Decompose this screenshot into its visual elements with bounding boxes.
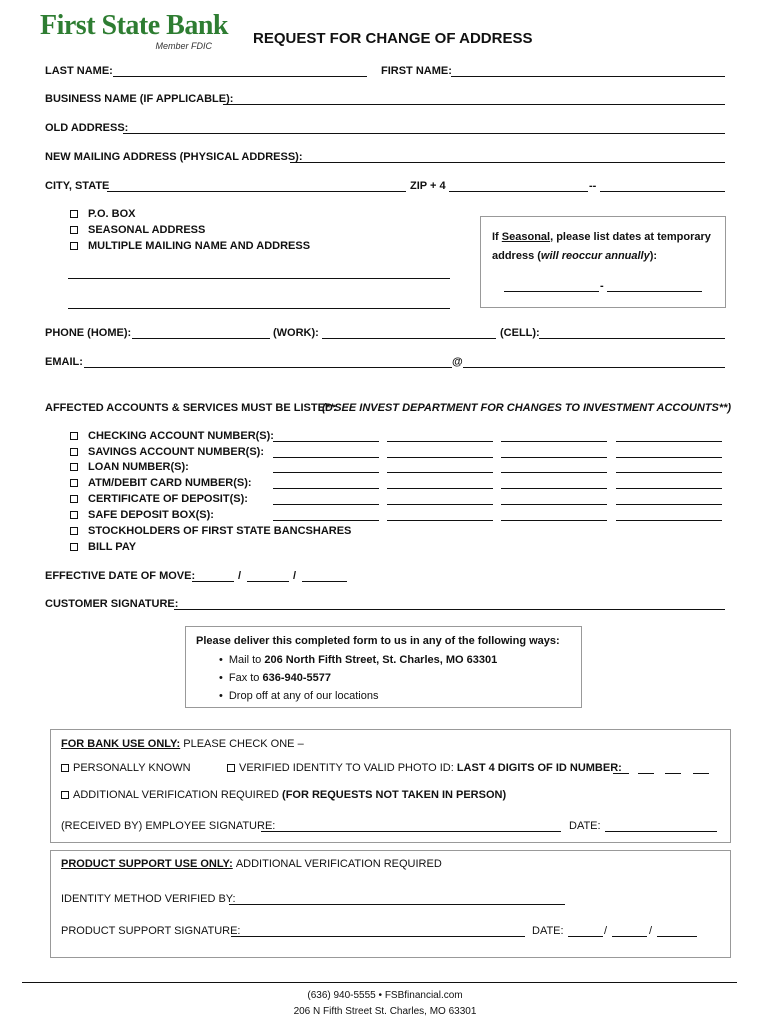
effective-day-field[interactable] xyxy=(247,581,289,582)
checkbox[interactable] xyxy=(70,511,78,519)
id-digit-1[interactable] xyxy=(613,773,629,774)
extra-address-line-1[interactable] xyxy=(68,278,450,279)
account-number-field[interactable] xyxy=(501,441,607,442)
option-label: SEASONAL ADDRESS xyxy=(88,224,206,236)
account-number-field[interactable] xyxy=(616,488,722,489)
old-address-label: OLD ADDRESS: xyxy=(45,122,129,134)
checkbox[interactable] xyxy=(227,764,235,772)
checkbox[interactable] xyxy=(70,495,78,503)
identity-method-field[interactable] xyxy=(229,904,565,905)
account-item-savings[interactable] xyxy=(70,446,264,458)
first-name-field[interactable] xyxy=(451,76,725,77)
account-label: ATM/DEBIT CARD NUMBER(S): xyxy=(88,477,252,489)
option-po-box[interactable] xyxy=(70,208,135,220)
ps-day-field[interactable] xyxy=(612,936,647,937)
option-additional-verification[interactable]: ADDITIONAL VERIFICATION REQUIRED (FOR REQUESTS NOT TAKEN IN PERSON) xyxy=(61,789,506,801)
seasonal-dash: - xyxy=(600,280,604,292)
email-user-field[interactable] xyxy=(84,367,452,368)
account-number-field[interactable] xyxy=(273,472,379,473)
zip-separator: -- xyxy=(589,180,597,192)
account-item-atm[interactable] xyxy=(70,477,252,489)
employee-signature-field[interactable] xyxy=(261,831,561,832)
account-label: STOCKHOLDERS OF FIRST STATE BANCSHARES xyxy=(88,525,352,537)
bank-use-box xyxy=(50,729,731,843)
option-label: MULTIPLE MAILING NAME AND ADDRESS xyxy=(88,240,311,252)
ps-month-field[interactable] xyxy=(568,936,603,937)
id-digit-3[interactable] xyxy=(665,773,681,774)
email-label: EMAIL: xyxy=(45,356,83,368)
account-number-field[interactable] xyxy=(616,457,722,458)
new-address-label: NEW MAILING ADDRESS (PHYSICAL ADDRESS): xyxy=(45,151,303,163)
footer-divider xyxy=(22,982,737,983)
member-fdic: Member FDIC xyxy=(155,41,212,51)
account-number-field[interactable] xyxy=(387,457,493,458)
checkbox[interactable] xyxy=(70,242,78,250)
phone-cell-field[interactable] xyxy=(539,338,725,339)
effective-year-field[interactable] xyxy=(302,581,347,582)
product-support-date-label: DATE: xyxy=(532,925,564,937)
account-number-field[interactable] xyxy=(273,504,379,505)
last-name-label: LAST NAME: xyxy=(45,65,113,77)
account-number-field[interactable] xyxy=(387,441,493,442)
account-label: SAFE DEPOSIT BOX(S): xyxy=(88,509,214,521)
account-number-field[interactable] xyxy=(501,488,607,489)
product-support-signature-field[interactable] xyxy=(231,936,525,937)
account-number-field[interactable] xyxy=(273,520,379,521)
city-state-label: CITY, STATE xyxy=(45,180,110,192)
account-item-cd[interactable] xyxy=(70,493,248,505)
phone-home-label: PHONE (HOME): xyxy=(45,327,132,339)
delivery-drop: • Drop off at any of our locations xyxy=(219,690,378,702)
checkbox[interactable] xyxy=(70,448,78,456)
phone-work-label: (WORK): xyxy=(273,327,319,339)
id-digit-4[interactable] xyxy=(693,773,709,774)
account-number-field[interactable] xyxy=(387,472,493,473)
account-label: CERTIFICATE OF DEPOSIT(S): xyxy=(88,493,248,505)
phone-cell-label: (CELL): xyxy=(500,327,540,339)
bank-use-heading: FOR BANK USE ONLY: PLEASE CHECK ONE – xyxy=(61,738,304,750)
checkbox[interactable] xyxy=(61,791,69,799)
delivery-fax: • Fax to 636-940-5577 xyxy=(219,672,331,684)
old-address-field[interactable] xyxy=(123,133,725,134)
seasonal-line-1: If Seasonal, please list dates at temporary xyxy=(492,231,711,243)
option-seasonal[interactable] xyxy=(70,224,205,236)
account-number-field[interactable] xyxy=(387,504,493,505)
checkbox[interactable] xyxy=(70,527,78,535)
checkbox[interactable] xyxy=(70,463,78,471)
seasonal-line-2: address (will reoccur annually): xyxy=(492,250,658,262)
account-number-field[interactable] xyxy=(387,488,493,489)
option-multiple[interactable] xyxy=(70,240,310,252)
identity-method-label: IDENTITY METHOD VERIFIED BY: xyxy=(61,893,236,905)
product-support-box xyxy=(50,850,731,958)
account-number-field[interactable] xyxy=(273,488,379,489)
business-name-label: BUSINESS NAME (IF APPLICABLE): xyxy=(45,93,234,105)
account-number-field[interactable] xyxy=(616,441,722,442)
checkbox[interactable] xyxy=(70,543,78,551)
delivery-heading: Please deliver this completed form to us in any of the following ways: xyxy=(196,635,560,647)
ps-year-field[interactable] xyxy=(657,936,697,937)
checkbox[interactable] xyxy=(70,226,78,234)
seasonal-box xyxy=(480,216,726,308)
bank-logo xyxy=(40,10,250,56)
zip-label: ZIP + 4 xyxy=(410,180,446,192)
account-item-loan[interactable] xyxy=(70,461,189,473)
account-number-field[interactable] xyxy=(616,520,722,521)
account-number-field[interactable] xyxy=(616,472,722,473)
customer-signature-label: CUSTOMER SIGNATURE: xyxy=(45,598,179,610)
account-number-field[interactable] xyxy=(387,520,493,521)
account-number-field[interactable] xyxy=(273,457,379,458)
option-label: P.O. BOX xyxy=(88,208,136,220)
footer-address: 206 N Fifth Street St. Charles, MO 63301 xyxy=(293,1006,477,1017)
delivery-mail: • Mail to 206 North Fifth Street, St. Charles, MO 63301 xyxy=(219,654,497,666)
account-number-field[interactable] xyxy=(501,520,607,521)
account-number-field[interactable] xyxy=(273,441,379,442)
zip-field[interactable] xyxy=(449,191,588,192)
effective-date-label: EFFECTIVE DATE OF MOVE: xyxy=(45,570,196,582)
account-item-checking[interactable] xyxy=(70,430,274,442)
option-verified-id[interactable]: VERIFIED IDENTITY TO VALID PHOTO ID: LAST 4 DIGITS OF ID NUMBER: xyxy=(227,762,622,774)
account-item-stockholders[interactable] xyxy=(70,525,351,537)
account-label: LOAN NUMBER(S): xyxy=(88,461,189,473)
checkbox[interactable] xyxy=(70,210,78,218)
email-domain-field[interactable] xyxy=(463,367,725,368)
date-separator: / xyxy=(604,925,608,937)
account-item-bill-pay[interactable] xyxy=(70,541,136,553)
account-number-field[interactable] xyxy=(616,504,722,505)
bank-date-field[interactable] xyxy=(605,831,717,832)
received-by-label: (RECEIVED BY) EMPLOYEE SIGNATURE: xyxy=(61,820,276,832)
extra-address-line-2[interactable] xyxy=(68,308,450,309)
accounts-heading: AFFECTED ACCOUNTS & SERVICES MUST BE LISTED: xyxy=(45,402,337,414)
account-number-field[interactable] xyxy=(501,472,607,473)
option-personally-known[interactable]: PERSONALLY KNOWN xyxy=(61,762,191,774)
product-support-heading: PRODUCT SUPPORT USE ONLY: ADDITIONAL VERIFICATION REQUIRED xyxy=(61,858,442,870)
page-title: REQUEST FOR CHANGE OF ADDRESS xyxy=(253,30,533,47)
id-digit-2[interactable] xyxy=(638,773,654,774)
zip4-field[interactable] xyxy=(600,191,725,192)
account-number-field[interactable] xyxy=(501,504,607,505)
date-separator: / xyxy=(238,570,242,582)
bank-date-label: DATE: xyxy=(569,820,601,832)
new-address-field[interactable] xyxy=(290,162,725,163)
account-label: CHECKING ACCOUNT NUMBER(S): xyxy=(88,430,274,442)
first-name-label: FIRST NAME: xyxy=(381,65,452,77)
customer-signature-field[interactable] xyxy=(174,609,725,610)
date-separator: / xyxy=(649,925,653,937)
seasonal-start-field[interactable] xyxy=(504,291,599,292)
account-number-field[interactable] xyxy=(501,457,607,458)
date-separator: / xyxy=(293,570,297,582)
checkbox[interactable] xyxy=(70,479,78,487)
last-name-field[interactable] xyxy=(113,76,367,77)
business-name-field[interactable] xyxy=(223,104,725,105)
phone-work-field[interactable] xyxy=(322,338,496,339)
checkbox[interactable] xyxy=(61,764,69,772)
account-label: BILL PAY xyxy=(88,541,137,553)
city-state-field[interactable] xyxy=(107,191,406,192)
effective-month-field[interactable] xyxy=(192,581,234,582)
checkbox[interactable] xyxy=(70,432,78,440)
delivery-box xyxy=(185,626,582,708)
product-support-signature-label: PRODUCT SUPPORT SIGNATURE: xyxy=(61,925,241,937)
account-item-safe-deposit[interactable] xyxy=(70,509,214,521)
footer-contact: (636) 940-5555 • FSBfinancial.com xyxy=(307,990,463,1001)
bank-name: First State Bank xyxy=(40,10,228,41)
seasonal-end-field[interactable] xyxy=(607,291,702,292)
accounts-note: (**SEE INVEST DEPARTMENT FOR CHANGES TO INVESTMENT ACCOUNTS**) xyxy=(322,402,732,414)
email-at: @ xyxy=(452,356,463,368)
phone-home-field[interactable] xyxy=(132,338,270,339)
account-label: SAVINGS ACCOUNT NUMBER(S): xyxy=(88,446,264,458)
